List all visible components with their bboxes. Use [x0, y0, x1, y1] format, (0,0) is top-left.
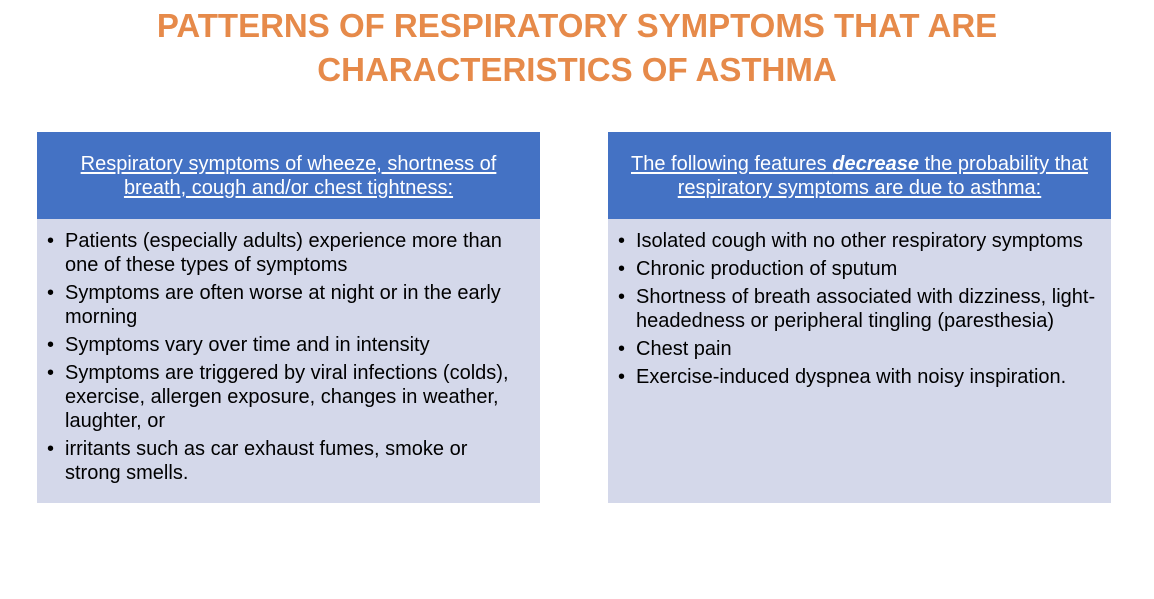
list-item: [47, 437, 526, 485]
list-item-text: Chronic production of sputum: [636, 258, 898, 280]
header-text-post: the probability that respiratory symptoms are due to asthma:: [677, 152, 1088, 199]
left-panel-list: [37, 219, 540, 485]
list-item: [618, 365, 1097, 389]
list-item: [47, 333, 526, 357]
header-text-pre: The following features: [631, 152, 833, 175]
page-title: [0, 4, 1154, 92]
list-item: [618, 285, 1097, 333]
title-line-1: PATTERNS OF RESPIRATORY SYMPTOMS THAT ARE: [156, 7, 998, 44]
list-item: [47, 281, 526, 329]
list-item-text: Symptoms are often worse at night or in the early morning: [65, 282, 501, 328]
right-panel: [608, 132, 1111, 503]
bullet-icon: •: [47, 362, 55, 384]
list-item-text: irritants such as car exhaust fumes, smoke or strong smells.: [65, 438, 468, 484]
bullet-icon: •: [618, 366, 626, 388]
list-item-text: Chest pain: [636, 338, 732, 360]
right-panel-header-text: [622, 152, 1097, 200]
right-panel-list: [608, 219, 1111, 389]
list-item: [47, 229, 526, 277]
list-item: [47, 361, 526, 433]
list-item: [618, 229, 1097, 253]
bullet-icon: •: [47, 334, 55, 356]
bullet-icon: •: [47, 282, 55, 304]
left-panel: [37, 132, 540, 503]
list-item-text: Symptoms vary over time and in intensity: [65, 334, 430, 356]
bullet-icon: •: [618, 258, 626, 280]
list-item: [618, 257, 1097, 281]
list-item-text: Symptoms are triggered by viral infections (colds), exercise, allergen exposure, changes in weather, laughter, or: [65, 362, 509, 432]
title-line-2: CHARACTERISTICS OF ASTHMA: [317, 51, 837, 88]
bullet-icon: •: [618, 230, 626, 252]
list-item: [618, 337, 1097, 361]
right-panel-header: [608, 132, 1111, 219]
list-item-text: Exercise-induced dyspnea with noisy inspiration.: [636, 366, 1067, 388]
header-emphasis: decrease: [832, 152, 919, 175]
list-item-text: Shortness of breath associated with dizziness, light-headedness or peripheral tingling (paresthesia): [636, 286, 1096, 332]
bullet-icon: •: [618, 338, 626, 360]
left-panel-header-text: Respiratory symptoms of wheeze, shortness of breath, cough and/or chest tightness:: [80, 152, 497, 199]
bullet-icon: •: [47, 230, 55, 252]
bullet-icon: •: [47, 438, 55, 460]
left-panel-header: [37, 132, 540, 219]
list-item-text: Isolated cough with no other respiratory symptoms: [636, 230, 1083, 252]
bullet-icon: •: [618, 286, 626, 308]
list-item-text: Patients (especially adults) experience more than one of these types of symptoms: [65, 230, 502, 276]
